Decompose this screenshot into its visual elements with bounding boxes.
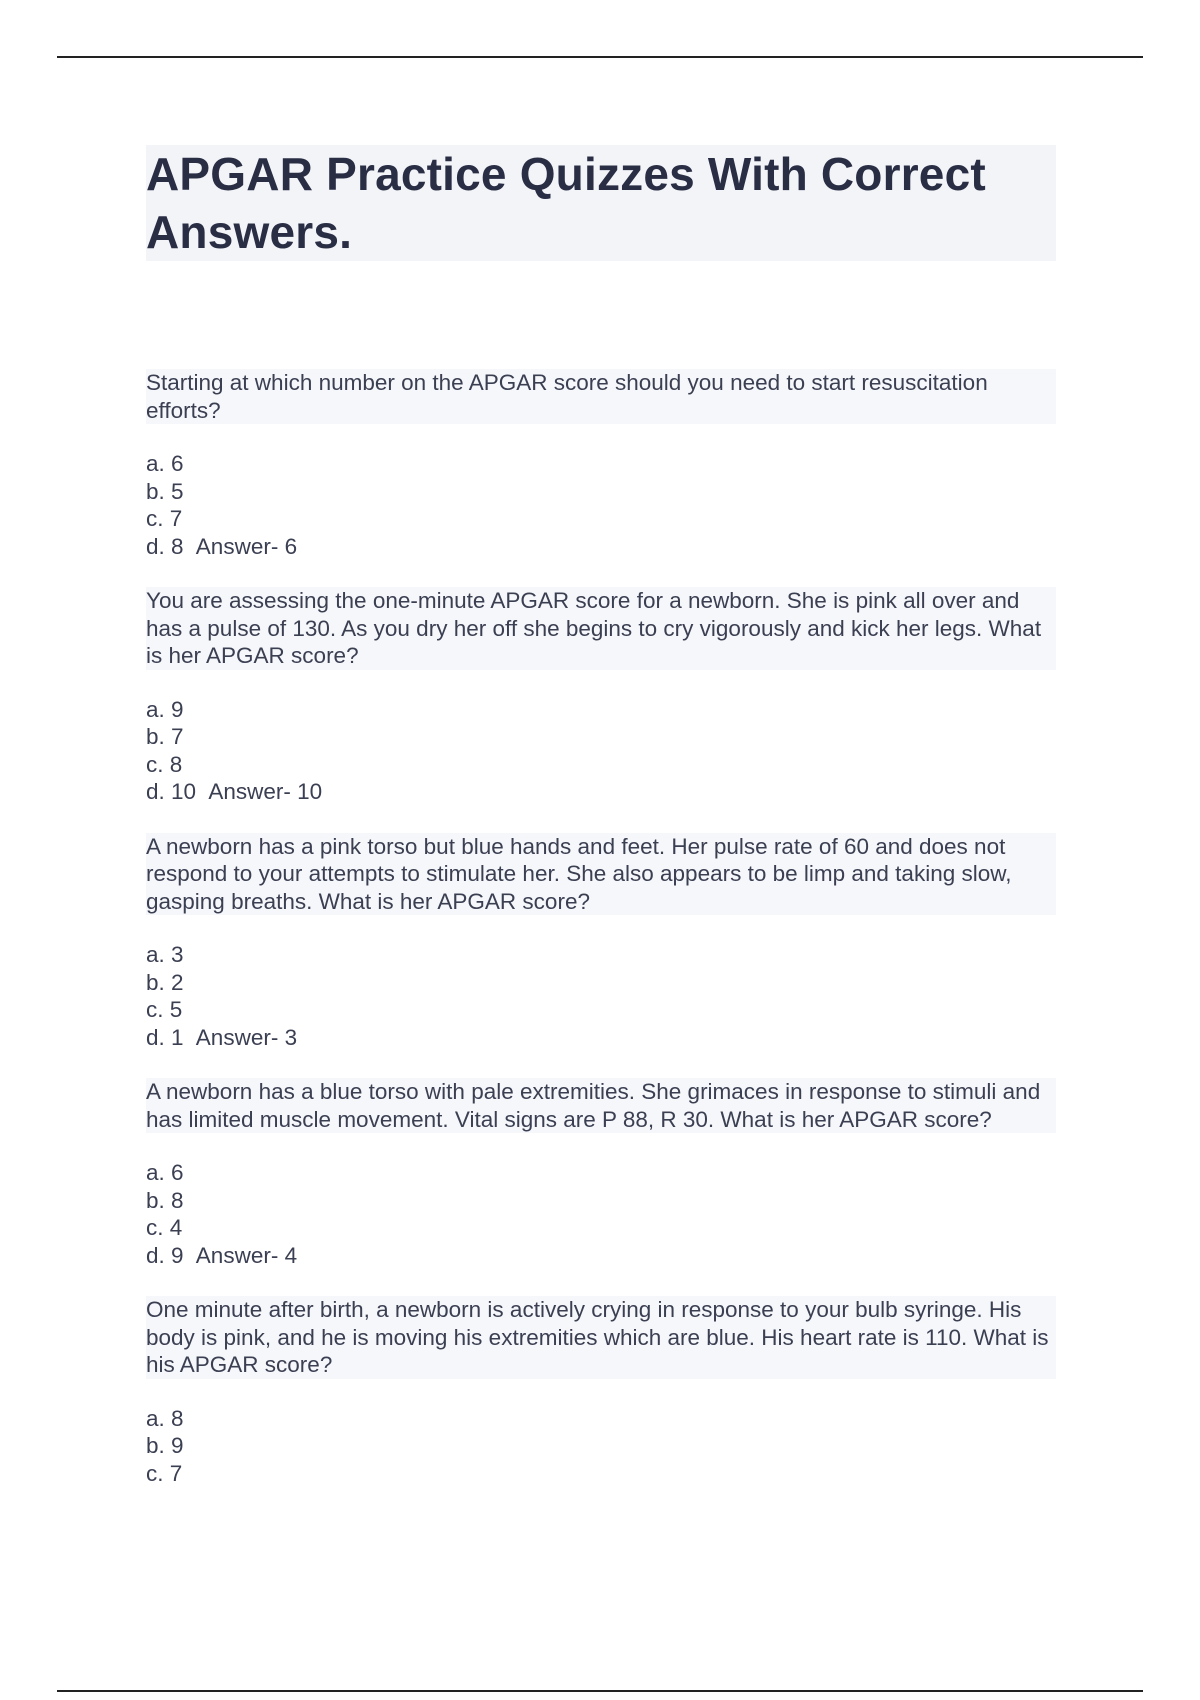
correct-answer: Answer- 6 — [195, 533, 298, 559]
option-c: c. 4 — [146, 1215, 183, 1240]
option-d: d. 1 — [146, 1024, 184, 1050]
question-list — [146, 369, 1056, 1487]
option-a: a. 8 — [146, 1405, 184, 1431]
correct-answer: Answer- 3 — [195, 1024, 298, 1050]
option-d-with-answer — [146, 1242, 1056, 1270]
option-b: b. 9 — [146, 1433, 184, 1458]
question-4 — [146, 1078, 1056, 1269]
option-a: a. 6 — [146, 1160, 184, 1185]
bottom-rule — [57, 1690, 1143, 1692]
option-c: c. 7 — [146, 1460, 183, 1486]
question-text: A newborn has a blue torso with pale extremities. She grimaces in response to stimuli and has limited muscle movement. Vital signs are P 88, R 30. What is her APGAR score? — [146, 1078, 1056, 1133]
option-a: a. 6 — [146, 451, 184, 476]
question-3 — [146, 833, 1056, 1052]
option-d: d. 10 — [146, 779, 197, 804]
correct-answer: Answer- 4 — [195, 1242, 298, 1268]
question-2 — [146, 587, 1056, 806]
option-c: c. 5 — [146, 997, 183, 1022]
option-c: c. 7 — [146, 506, 183, 531]
option-a: a. 9 — [146, 696, 184, 722]
option-d-with-answer — [146, 778, 1056, 806]
option-b: b. 2 — [146, 969, 184, 995]
option-d: d. 8 — [146, 533, 184, 559]
correct-answer: Answer- 10 — [208, 779, 323, 804]
option-b: b. 7 — [146, 724, 184, 749]
top-rule — [57, 56, 1143, 58]
option-b: b. 8 — [146, 1187, 184, 1213]
question-text: One minute after birth, a newborn is actively crying in response to your bulb syringe. His body is pink, and he is moving his extremities which are blue. His heart rate is 110. What is his APGAR score? — [146, 1296, 1056, 1379]
page-title: APGAR Practice Quizzes With Correct Answers. — [146, 145, 1056, 261]
question-5 — [146, 1296, 1056, 1487]
option-d-with-answer — [146, 1024, 1056, 1052]
option-c: c. 8 — [146, 751, 183, 777]
document-content — [146, 145, 1056, 1514]
option-a: a. 3 — [146, 942, 184, 967]
option-d-with-answer — [146, 533, 1056, 561]
option-d: d. 9 — [146, 1242, 184, 1268]
option-b: b. 5 — [146, 478, 184, 504]
question-text: A newborn has a pink torso but blue hands and feet. Her pulse rate of 60 and does not respond to your attempts to stimulate her. She also appears to be limp and taking slow, gasping breaths. What is her APGAR score? — [146, 833, 1056, 916]
question-text: You are assessing the one-minute APGAR score for a newborn. She is pink all over and has a pulse of 130. As you dry her off she begins to cry vigorously and kick her legs. What is her APGAR score? — [146, 587, 1056, 670]
question-1 — [146, 369, 1056, 560]
question-text: Starting at which number on the APGAR score should you need to start resuscitation efforts? — [146, 369, 1056, 424]
